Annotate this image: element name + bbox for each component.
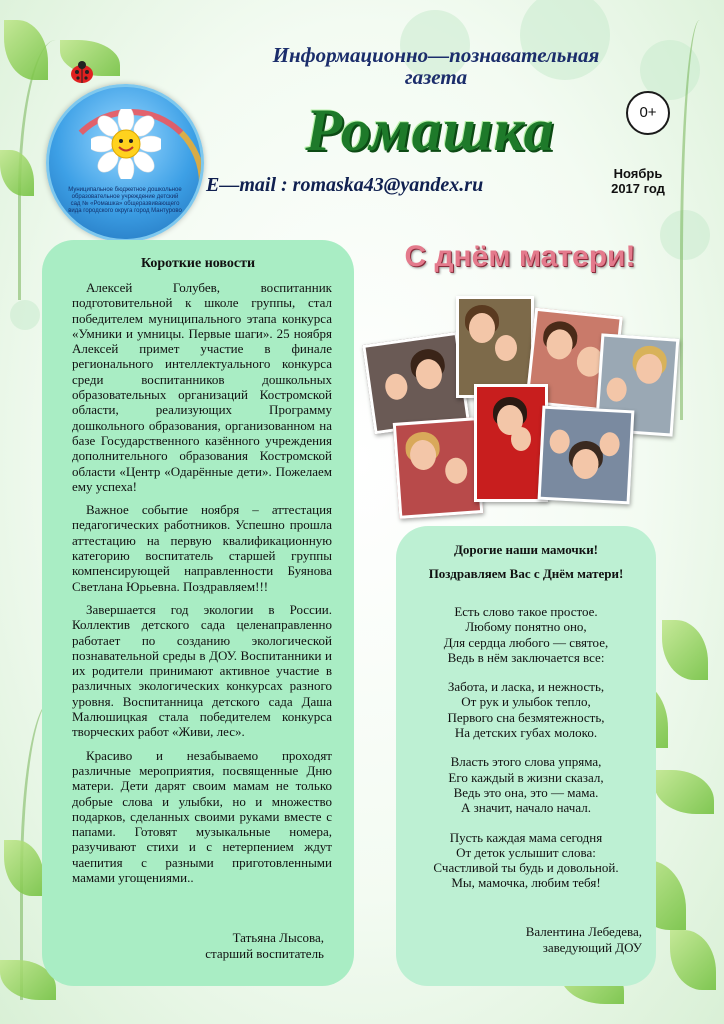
poem-line: А значит, начало начал. — [461, 800, 591, 816]
kindergarten-logo — [46, 84, 204, 242]
news-author-role: старший воспитатель — [205, 946, 324, 961]
poem-line: Ведь это она, это — мама. — [453, 784, 599, 800]
poem-line: Его каждый в жизни сказал, — [448, 769, 604, 785]
news-heading: Короткие новости — [140, 256, 256, 271]
poem-signature — [396, 924, 642, 956]
age-rating-badge: 0+ — [626, 91, 670, 135]
poem-line: Мы, мамочка, любим тебя! — [451, 875, 601, 891]
news-signature — [205, 930, 324, 962]
issue-month: Ноябрь — [613, 166, 663, 181]
poem-line: Любому понятно оно, — [465, 619, 587, 635]
poem-line: От рук и улыбок тепло, — [461, 694, 591, 710]
poem-stanza — [396, 754, 656, 815]
background-bubble — [10, 300, 40, 330]
email-address[interactable]: E—mail : romaska43@yandex.ru — [206, 174, 484, 196]
poem-line: На детских губах молоко. — [454, 725, 598, 741]
poem-author-role: заведующий ДОУ — [542, 940, 642, 955]
poem-line: Пусть каждая мама сегодня — [449, 829, 603, 845]
poem-line: Для сердца любого — святое, — [443, 634, 609, 650]
newspaper-subtitle — [226, 44, 646, 88]
issue-date — [598, 166, 678, 196]
poem-line: От деток услышит слова: — [456, 844, 596, 860]
leaf-decoration — [662, 620, 708, 680]
mothers-day-heading: С днём матери! — [404, 240, 636, 273]
poem-line: Забота, и ласка, и нежность, — [447, 679, 605, 695]
greeting-line-1: Дорогие наши мамочки! — [453, 542, 599, 557]
news-paragraph: Важное событие ноября – аттестация педагогических работников. Успешно прошла аттестацию на первую квалификационную категорию воспитатель старшей группы компенсирующей направленности Буянова Светлана Юрьевна. Поздравляем!!! — [72, 502, 332, 594]
logo-caption: Муниципальное бюджетное дошкольное образовательное учреждение детский сад № «Ромашка» общеразвивающего вида городского округа город Мантурово — [68, 187, 182, 214]
leaf-decoration — [670, 930, 716, 990]
greeting-line-2: Поздравляем Вас с Днём матери! — [428, 566, 624, 581]
poem-line: Есть слово такое простое. — [454, 604, 598, 619]
poem-stanza — [396, 679, 656, 740]
leaf-decoration — [4, 20, 48, 80]
news-body — [72, 280, 332, 893]
ladybug-icon — [68, 60, 96, 84]
poem-line: Ведь в нём заключается все: — [447, 649, 605, 665]
poem-line: Счастливой ты будь и довольной. — [433, 860, 619, 876]
issue-year: 2017 год — [611, 181, 665, 196]
poem-line: Власть этого слова упряма, — [450, 754, 602, 770]
poem-author-name: Валентина Лебедева, — [525, 924, 642, 939]
photo-mother-daughter-outdoor — [456, 296, 534, 398]
photo-mother-girl-pink — [393, 417, 483, 519]
poem-line: Первого сна безмятежность, — [447, 709, 605, 725]
smiling-daisy-icon — [91, 109, 161, 179]
poem-stanza — [396, 604, 656, 665]
subtitle-line-1: Информационно—познавательная — [272, 43, 600, 67]
newspaper-title: Ромашка — [305, 97, 555, 163]
poem-text — [396, 604, 656, 905]
leaf-decoration — [654, 770, 714, 814]
news-paragraph: Завершается год экологии в России. Коллектив детского сада целенаправленно работает по созданию экологической познавательной среды в ДОУ. Воспитанники и их родители принимают активное участие в различных экологических конкурсах разного уровня. Воспитанница детского сада Даша Малюшицкая стала победителем конкурса творческих работ «Живи, лес». — [72, 601, 332, 740]
photo-mother-daughter-red — [474, 384, 548, 502]
subtitle-line-2: газета — [404, 65, 468, 89]
news-paragraph: Красиво и незабываемо проходят различные мероприятия, посвященные Дню матери. Дети дарят своим мамам не только добрые слова и улыбки, но и множество подарков, сделанных своими руками вместе с папами. Готовят музыкальные номера, разучивают стихи и с нетерпением ждут чаепития с разными приготовленными мамами угощениями.. — [72, 747, 332, 885]
news-paragraph: Алексей Голубев, воспитанник подготовительной к школе группы, стал победителем муниципального этапа конкурса «Умники и умницы. Первые шаги». 25 ноября Алексей примет участие в финале регионального интеллектуального конкурса среди воспитанников дошкольных образовательных организаций Костромской области, реализующих Программу дошкольного образования, организованном на базе Государственного казённого учреждения дополнительного образования Костромской области «Центр «Одарённые дети». Пожелаем ему успеха! — [72, 280, 332, 494]
photo-mother-children-group — [538, 406, 635, 505]
poem-stanza — [396, 830, 656, 891]
news-author-name: Татьяна Лысова, — [232, 930, 324, 945]
